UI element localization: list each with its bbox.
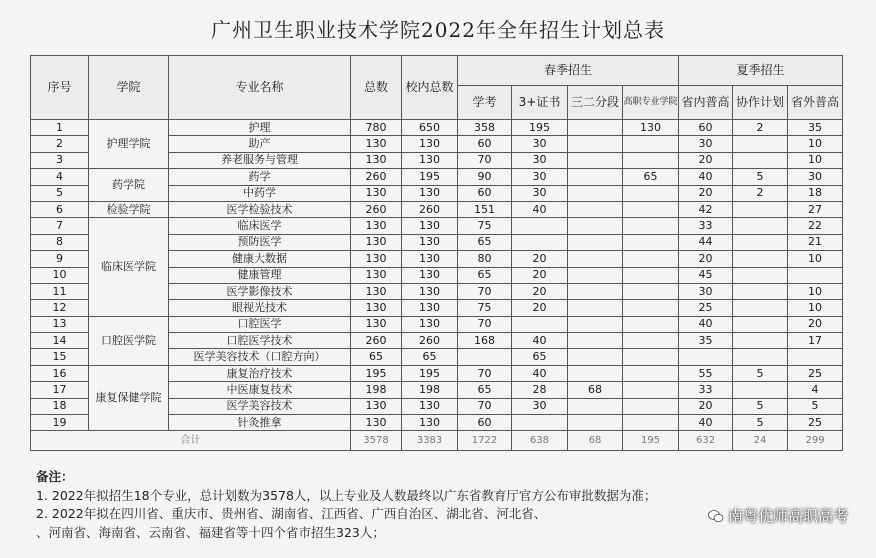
cell-gaozhi bbox=[623, 349, 679, 365]
cell-major: 养老服务与管理 bbox=[169, 152, 351, 168]
cell-total: 195 bbox=[351, 365, 402, 381]
cell-gaozhi bbox=[623, 398, 679, 414]
cell-three-two bbox=[568, 349, 623, 365]
cell-in-total: 130 bbox=[402, 316, 458, 332]
table-row bbox=[31, 169, 843, 185]
cell-gaozhi bbox=[623, 333, 679, 349]
cell-in-prov: 45 bbox=[679, 267, 733, 283]
cell-xuekao: 70 bbox=[458, 152, 512, 168]
note-line-1: 1. 2022年拟招生18个专业，总计划数为3578人，以上专业及人数最终以广东省教育厅官方公布审批数据为准； bbox=[36, 487, 657, 503]
page-title: 广州卫生职业技术学院2022年全年招生计划总表 bbox=[211, 18, 665, 42]
cell-out-prov: 5 bbox=[788, 398, 843, 414]
cell-three-two bbox=[568, 234, 623, 250]
cell-college: 护理学院 bbox=[89, 120, 169, 169]
cell-in-total: 195 bbox=[402, 169, 458, 185]
cell-cert bbox=[512, 234, 568, 250]
cell-cert: 195 bbox=[512, 120, 568, 136]
cell-coop bbox=[733, 382, 788, 398]
header-out-province: 省外普高 bbox=[788, 86, 843, 120]
cell-total: 260 bbox=[351, 333, 402, 349]
cell-total: 65 bbox=[351, 349, 402, 365]
cell-cert: 20 bbox=[512, 300, 568, 316]
cell-xuekao: 65 bbox=[458, 382, 512, 398]
cell-major: 眼视光技术 bbox=[169, 300, 351, 316]
cell-in-total: 65 bbox=[402, 349, 458, 365]
header-three-two: 三二分段 bbox=[568, 86, 623, 120]
cell-xuekao: 65 bbox=[458, 234, 512, 250]
total-gaozhi: 195 bbox=[623, 431, 679, 451]
header-gaozhi: 高职专业学院 bbox=[623, 86, 679, 120]
cell-major: 健康大数据 bbox=[169, 251, 351, 267]
cell-three-two: 68 bbox=[568, 382, 623, 398]
total-in-prov: 632 bbox=[679, 431, 733, 451]
cell-cert: 20 bbox=[512, 267, 568, 283]
cell-out-prov: 17 bbox=[788, 333, 843, 349]
cell-xuekao: 70 bbox=[458, 365, 512, 381]
table-row bbox=[31, 201, 843, 217]
cell-three-two bbox=[568, 201, 623, 217]
cell-in-total: 130 bbox=[402, 300, 458, 316]
cell-total: 130 bbox=[351, 152, 402, 168]
cell-cert bbox=[512, 415, 568, 431]
cell-cert: 30 bbox=[512, 398, 568, 414]
cell-three-two bbox=[568, 365, 623, 381]
cell-xuekao: 60 bbox=[458, 136, 512, 152]
cell-three-two bbox=[568, 185, 623, 201]
cell-gaozhi bbox=[623, 283, 679, 299]
cell-seq: 9 bbox=[31, 251, 89, 267]
cell-three-two bbox=[568, 169, 623, 185]
cell-major: 中医康复技术 bbox=[169, 382, 351, 398]
cell-seq: 13 bbox=[31, 316, 89, 332]
header-in-total: 校内总数 bbox=[402, 56, 458, 120]
header-major: 专业名称 bbox=[169, 56, 351, 120]
cell-three-two bbox=[568, 398, 623, 414]
cell-major: 中药学 bbox=[169, 185, 351, 201]
cell-out-prov: 18 bbox=[788, 185, 843, 201]
cell-in-total: 130 bbox=[402, 267, 458, 283]
cell-coop: 5 bbox=[733, 365, 788, 381]
cell-out-prov: 10 bbox=[788, 283, 843, 299]
cell-seq: 4 bbox=[31, 169, 89, 185]
header-in-province: 省内普高 bbox=[679, 86, 733, 120]
cell-major: 针灸推拿 bbox=[169, 415, 351, 431]
cell-out-prov: 10 bbox=[788, 136, 843, 152]
cell-in-total: 130 bbox=[402, 152, 458, 168]
cell-seq: 19 bbox=[31, 415, 89, 431]
cell-in-prov: 40 bbox=[679, 316, 733, 332]
cell-gaozhi bbox=[623, 300, 679, 316]
cell-in-total: 260 bbox=[402, 201, 458, 217]
cell-college: 药学院 bbox=[89, 169, 169, 202]
cell-major: 临床医学 bbox=[169, 218, 351, 234]
cell-three-two bbox=[568, 267, 623, 283]
cell-coop: 2 bbox=[733, 120, 788, 136]
cell-gaozhi bbox=[623, 251, 679, 267]
cell-xuekao: 60 bbox=[458, 415, 512, 431]
cell-total: 260 bbox=[351, 169, 402, 185]
cell-gaozhi bbox=[623, 136, 679, 152]
cell-three-two bbox=[568, 283, 623, 299]
cell-coop: 5 bbox=[733, 415, 788, 431]
cell-in-prov: 42 bbox=[679, 201, 733, 217]
cell-major: 预防医学 bbox=[169, 234, 351, 250]
cell-in-prov: 55 bbox=[679, 365, 733, 381]
cell-out-prov: 10 bbox=[788, 251, 843, 267]
cell-total: 130 bbox=[351, 398, 402, 414]
cell-coop bbox=[733, 201, 788, 217]
cell-out-prov: 4 bbox=[788, 382, 843, 398]
cell-in-total: 198 bbox=[402, 382, 458, 398]
cell-out-prov: 21 bbox=[788, 234, 843, 250]
table-row bbox=[31, 218, 843, 234]
cell-in-prov bbox=[679, 349, 733, 365]
cell-total: 130 bbox=[351, 267, 402, 283]
total-cert: 638 bbox=[512, 431, 568, 451]
cell-xuekao: 168 bbox=[458, 333, 512, 349]
cell-gaozhi: 130 bbox=[623, 120, 679, 136]
cell-seq: 11 bbox=[31, 283, 89, 299]
cell-seq: 14 bbox=[31, 333, 89, 349]
cell-seq: 5 bbox=[31, 185, 89, 201]
cell-college: 口腔医学院 bbox=[89, 316, 169, 365]
cell-seq: 15 bbox=[31, 349, 89, 365]
cell-out-prov: 25 bbox=[788, 415, 843, 431]
cell-gaozhi: 65 bbox=[623, 169, 679, 185]
cell-out-prov bbox=[788, 349, 843, 365]
header-total: 总数 bbox=[351, 56, 402, 120]
cell-in-prov: 25 bbox=[679, 300, 733, 316]
cell-total: 130 bbox=[351, 415, 402, 431]
cell-coop bbox=[733, 349, 788, 365]
cell-major: 口腔医学 bbox=[169, 316, 351, 332]
total-total: 3578 bbox=[351, 431, 402, 451]
cell-major: 口腔医学技术 bbox=[169, 333, 351, 349]
cell-out-prov: 10 bbox=[788, 152, 843, 168]
cell-in-total: 130 bbox=[402, 234, 458, 250]
enrollment-plan-table bbox=[30, 55, 843, 451]
cell-in-prov: 35 bbox=[679, 333, 733, 349]
cell-major: 康复治疗技术 bbox=[169, 365, 351, 381]
cell-in-prov: 30 bbox=[679, 283, 733, 299]
cell-coop bbox=[733, 300, 788, 316]
table-body bbox=[31, 120, 843, 451]
cell-gaozhi bbox=[623, 201, 679, 217]
total-xuekao: 1722 bbox=[458, 431, 512, 451]
cell-seq: 1 bbox=[31, 120, 89, 136]
cell-out-prov: 27 bbox=[788, 201, 843, 217]
cell-in-total: 650 bbox=[402, 120, 458, 136]
notes-heading: 备注： bbox=[36, 469, 74, 484]
cell-in-prov: 40 bbox=[679, 169, 733, 185]
cell-coop bbox=[733, 136, 788, 152]
cell-college: 康复保健学院 bbox=[89, 365, 169, 431]
cell-in-prov: 20 bbox=[679, 152, 733, 168]
cell-cert: 30 bbox=[512, 136, 568, 152]
cell-gaozhi bbox=[623, 234, 679, 250]
cell-seq: 8 bbox=[31, 234, 89, 250]
cell-gaozhi bbox=[623, 415, 679, 431]
cell-xuekao: 65 bbox=[458, 267, 512, 283]
cell-in-total: 260 bbox=[402, 333, 458, 349]
cell-in-prov: 40 bbox=[679, 415, 733, 431]
cell-xuekao: 358 bbox=[458, 120, 512, 136]
total-in-total: 3383 bbox=[402, 431, 458, 451]
cell-cert bbox=[512, 316, 568, 332]
total-three-two: 68 bbox=[568, 431, 623, 451]
cell-college: 检验学院 bbox=[89, 201, 169, 217]
cell-three-two bbox=[568, 251, 623, 267]
cell-major: 医学影像技术 bbox=[169, 283, 351, 299]
cell-coop: 5 bbox=[733, 398, 788, 414]
cell-three-two bbox=[568, 300, 623, 316]
cell-total: 130 bbox=[351, 218, 402, 234]
cell-coop: 2 bbox=[733, 185, 788, 201]
cell-total: 130 bbox=[351, 251, 402, 267]
cell-three-two bbox=[568, 136, 623, 152]
cell-xuekao: 75 bbox=[458, 218, 512, 234]
cell-total: 198 bbox=[351, 382, 402, 398]
cell-in-total: 130 bbox=[402, 185, 458, 201]
cell-three-two bbox=[568, 152, 623, 168]
header-seq: 序号 bbox=[31, 56, 89, 120]
cell-xuekao: 70 bbox=[458, 398, 512, 414]
cell-cert: 40 bbox=[512, 201, 568, 217]
cell-total: 130 bbox=[351, 185, 402, 201]
cell-cert: 40 bbox=[512, 365, 568, 381]
cell-in-total: 130 bbox=[402, 218, 458, 234]
cell-coop bbox=[733, 267, 788, 283]
cell-three-two bbox=[568, 120, 623, 136]
watermark-text: 南粤优师高职高考 bbox=[727, 507, 848, 525]
cell-coop bbox=[733, 333, 788, 349]
cell-coop: 5 bbox=[733, 169, 788, 185]
cell-major: 药学 bbox=[169, 169, 351, 185]
cell-college: 临床医学院 bbox=[89, 218, 169, 316]
cell-out-prov bbox=[788, 267, 843, 283]
cell-xuekao: 151 bbox=[458, 201, 512, 217]
cell-out-prov: 35 bbox=[788, 120, 843, 136]
cell-cert: 30 bbox=[512, 185, 568, 201]
cell-cert: 28 bbox=[512, 382, 568, 398]
cell-major: 健康管理 bbox=[169, 267, 351, 283]
note-line-3: 、河南省、海南省、云南省、福建省等十四个省市招生323人； bbox=[36, 524, 385, 540]
cell-out-prov: 30 bbox=[788, 169, 843, 185]
cell-gaozhi bbox=[623, 185, 679, 201]
cell-major: 助产 bbox=[169, 136, 351, 152]
cell-three-two bbox=[568, 333, 623, 349]
cell-in-prov: 44 bbox=[679, 234, 733, 250]
header-summer: 夏季招生 bbox=[679, 56, 843, 86]
cell-seq: 10 bbox=[31, 267, 89, 283]
cell-in-total: 130 bbox=[402, 251, 458, 267]
cell-gaozhi bbox=[623, 365, 679, 381]
cell-total: 260 bbox=[351, 201, 402, 217]
cell-seq: 2 bbox=[31, 136, 89, 152]
header-xuekao: 学考 bbox=[458, 86, 512, 120]
cell-in-prov: 33 bbox=[679, 218, 733, 234]
watermark bbox=[708, 505, 848, 526]
cell-seq: 3 bbox=[31, 152, 89, 168]
cell-in-prov: 20 bbox=[679, 185, 733, 201]
cell-cert: 40 bbox=[512, 333, 568, 349]
cell-xuekao bbox=[458, 349, 512, 365]
table-row bbox=[31, 365, 843, 381]
cell-in-prov: 30 bbox=[679, 136, 733, 152]
cell-cert: 20 bbox=[512, 283, 568, 299]
cell-gaozhi bbox=[623, 218, 679, 234]
cell-seq: 12 bbox=[31, 300, 89, 316]
cell-three-two bbox=[568, 218, 623, 234]
cell-major: 医学美容技术 bbox=[169, 398, 351, 414]
cell-out-prov: 10 bbox=[788, 300, 843, 316]
cell-cert: 30 bbox=[512, 169, 568, 185]
totals-label: 合计 bbox=[31, 431, 351, 451]
cell-cert: 65 bbox=[512, 349, 568, 365]
cell-major: 护理 bbox=[169, 120, 351, 136]
table-row bbox=[31, 120, 843, 136]
header-three-cert: 3+证书 bbox=[512, 86, 568, 120]
cell-seq: 17 bbox=[31, 382, 89, 398]
cell-cert bbox=[512, 218, 568, 234]
cell-in-total: 130 bbox=[402, 283, 458, 299]
cell-seq: 6 bbox=[31, 201, 89, 217]
cell-seq: 7 bbox=[31, 218, 89, 234]
cell-three-two bbox=[568, 415, 623, 431]
cell-xuekao: 80 bbox=[458, 251, 512, 267]
cell-out-prov: 25 bbox=[788, 365, 843, 381]
cell-coop bbox=[733, 283, 788, 299]
cell-total: 130 bbox=[351, 316, 402, 332]
cell-xuekao: 75 bbox=[458, 300, 512, 316]
cell-out-prov: 20 bbox=[788, 316, 843, 332]
cell-seq: 16 bbox=[31, 365, 89, 381]
cell-cert: 30 bbox=[512, 152, 568, 168]
cell-major: 医学美容技术（口腔方向） bbox=[169, 349, 351, 365]
cell-total: 780 bbox=[351, 120, 402, 136]
cell-gaozhi bbox=[623, 316, 679, 332]
wechat-icon bbox=[708, 508, 724, 524]
cell-coop bbox=[733, 218, 788, 234]
table-row bbox=[31, 316, 843, 332]
cell-in-total: 130 bbox=[402, 415, 458, 431]
cell-three-two bbox=[568, 316, 623, 332]
cell-total: 130 bbox=[351, 136, 402, 152]
cell-in-prov: 20 bbox=[679, 251, 733, 267]
cell-xuekao: 70 bbox=[458, 283, 512, 299]
cell-in-total: 130 bbox=[402, 398, 458, 414]
cell-xuekao: 90 bbox=[458, 169, 512, 185]
cell-major: 医学检验技术 bbox=[169, 201, 351, 217]
cell-in-total: 130 bbox=[402, 136, 458, 152]
cell-gaozhi bbox=[623, 267, 679, 283]
cell-total: 130 bbox=[351, 300, 402, 316]
cell-coop bbox=[733, 234, 788, 250]
cell-gaozhi bbox=[623, 152, 679, 168]
header-spring: 春季招生 bbox=[458, 56, 679, 86]
cell-total: 130 bbox=[351, 283, 402, 299]
note-line-2: 2. 2022年拟在四川省、重庆市、贵州省、湖南省、江西省、广西自治区、湖北省、河北省、 bbox=[36, 506, 547, 521]
cell-coop bbox=[733, 152, 788, 168]
totals-row bbox=[31, 431, 843, 451]
cell-seq: 18 bbox=[31, 398, 89, 414]
header-coop: 协作计划 bbox=[733, 86, 788, 120]
cell-total: 130 bbox=[351, 234, 402, 250]
header-college: 学院 bbox=[89, 56, 169, 120]
cell-coop bbox=[733, 316, 788, 332]
cell-out-prov: 22 bbox=[788, 218, 843, 234]
cell-in-prov: 60 bbox=[679, 120, 733, 136]
cell-coop bbox=[733, 251, 788, 267]
total-coop: 24 bbox=[733, 431, 788, 451]
cell-gaozhi bbox=[623, 382, 679, 398]
total-out-prov: 299 bbox=[788, 431, 843, 451]
cell-xuekao: 60 bbox=[458, 185, 512, 201]
cell-in-prov: 20 bbox=[679, 398, 733, 414]
cell-in-total: 195 bbox=[402, 365, 458, 381]
cell-in-prov: 33 bbox=[679, 382, 733, 398]
cell-cert: 20 bbox=[512, 251, 568, 267]
cell-xuekao: 70 bbox=[458, 316, 512, 332]
